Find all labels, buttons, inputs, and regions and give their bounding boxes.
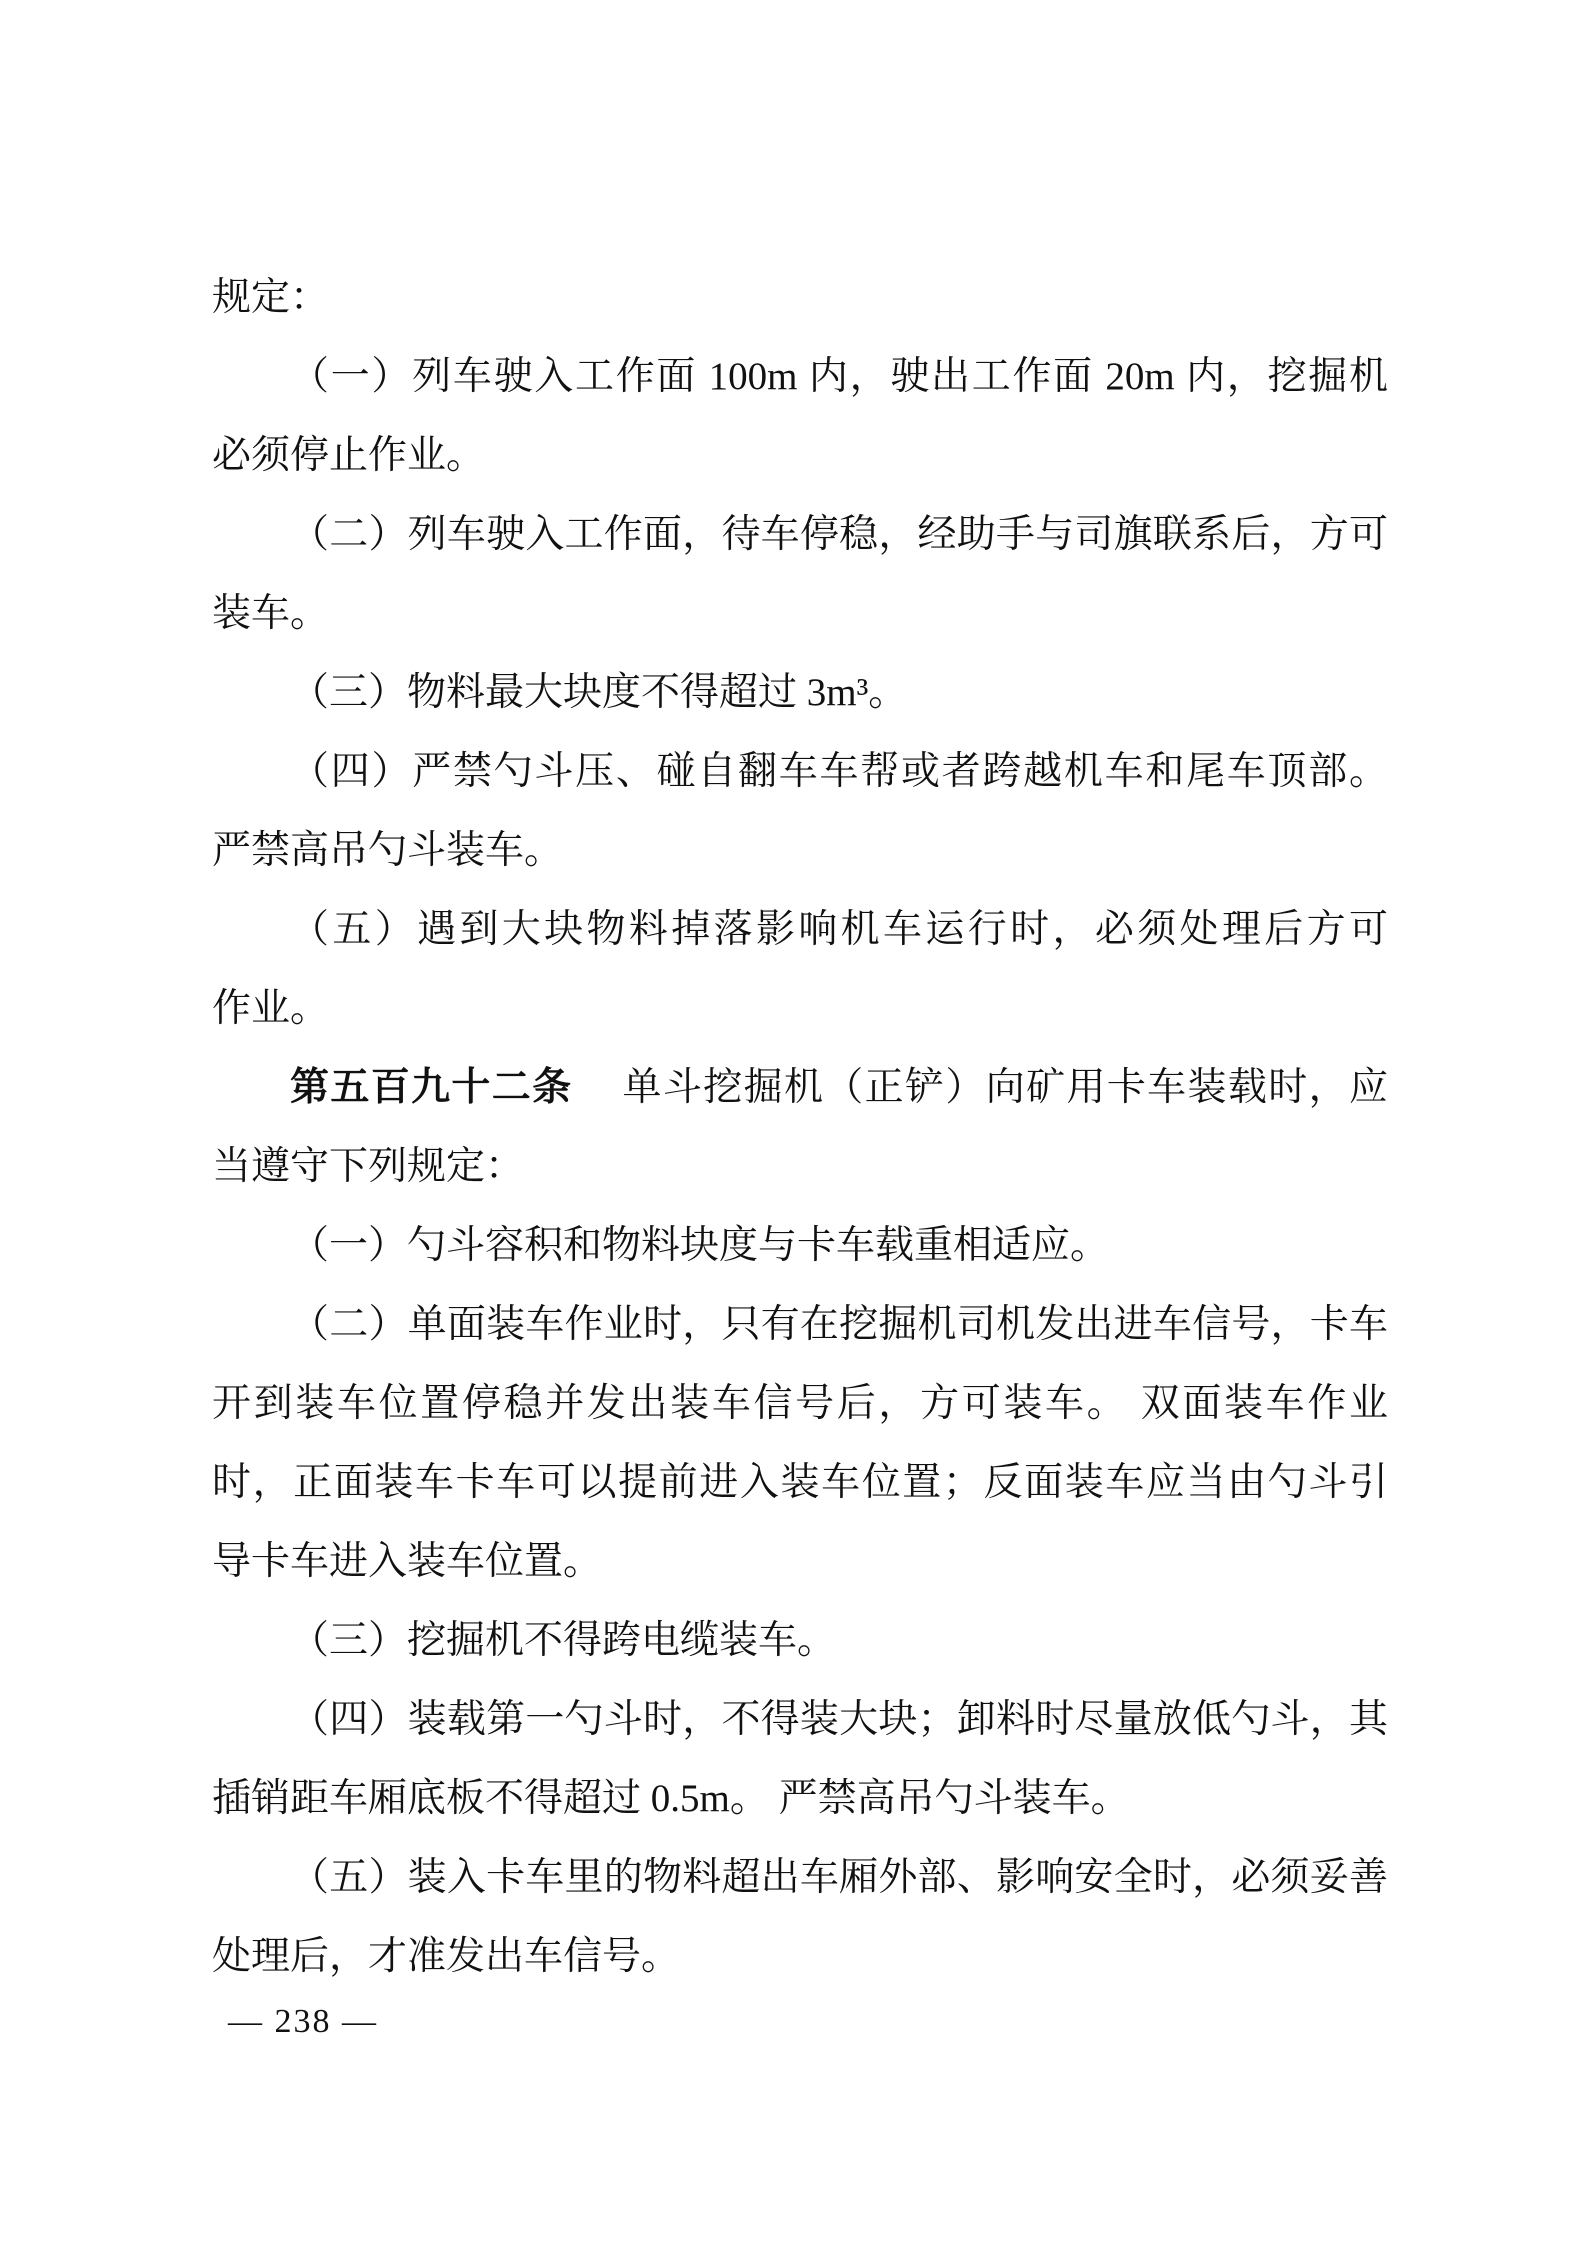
line-text: （三）物料最大块度不得超过 3m³。 <box>290 671 908 714</box>
text-line <box>212 337 1388 416</box>
line-text: 当遵守下列规定： <box>212 1145 525 1188</box>
text-line <box>212 1127 1388 1206</box>
line-text: 时，正面装车卡车可以提前进入装车位置；反面装车应当由勺斗引 <box>212 1461 1388 1504</box>
page-number: — 238 — <box>228 2003 378 2040</box>
line-text: 单斗挖掘机（正铲）向矿用卡车装载时，应 <box>622 1066 1388 1109</box>
text-line <box>212 258 1388 337</box>
line-text: 插销距车厢底板不得超过 0.5m。 严禁高吊勺斗装车。 <box>212 1777 1130 1820</box>
line-text: 开到装车位置停稳并发出装车信号后，方可装车。 双面装车作业 <box>212 1382 1388 1425</box>
text-line <box>212 1917 1388 1996</box>
page-footer <box>228 2000 378 2044</box>
line-text: 装车。 <box>212 592 330 635</box>
text-line <box>212 1364 1388 1443</box>
text-line <box>212 969 1388 1048</box>
line-text: 规定： <box>212 276 330 319</box>
text-line <box>212 495 1388 574</box>
line-text: 必须停止作业。 <box>212 434 486 477</box>
text-line <box>212 1048 1388 1127</box>
text-line <box>212 1759 1388 1838</box>
text-line <box>212 416 1388 495</box>
line-text: （四）装载第一勺斗时，不得装大块；卸料时尽量放低勺斗，其 <box>290 1698 1388 1741</box>
text-line <box>212 653 1388 732</box>
text-line <box>212 1838 1388 1917</box>
line-text: 处理后，才准发出车信号。 <box>212 1935 681 1978</box>
text-line <box>212 732 1388 811</box>
text-line <box>212 1680 1388 1759</box>
line-text: （三）挖掘机不得跨电缆装车。 <box>290 1619 837 1662</box>
text-line <box>212 1206 1388 1285</box>
line-text: （五）装入卡车里的物料超出车厢外部、影响安全时，必须妥善 <box>290 1856 1388 1899</box>
text-line <box>212 1522 1388 1601</box>
text-line <box>212 811 1388 890</box>
line-text: （五）遇到大块物料掉落影响机车运行时，必须处理后方可 <box>290 908 1388 951</box>
line-text: （一）勺斗容积和物料块度与卡车载重相适应。 <box>290 1224 1110 1267</box>
regulation-text <box>212 258 1388 1996</box>
text-line <box>212 574 1388 653</box>
text-line <box>212 1601 1388 1680</box>
line-text: （二）单面装车作业时，只有在挖掘机司机发出进车信号，卡车 <box>290 1303 1388 1346</box>
text-line <box>212 1285 1388 1364</box>
article-number: 第五百九十二条 <box>290 1066 573 1109</box>
line-text: （四）严禁勺斗压、碰自翻车车帮或者跨越机车和尾车顶部。 <box>290 750 1388 793</box>
line-text: 导卡车进入装车位置。 <box>212 1540 603 1583</box>
text-line <box>212 1443 1388 1522</box>
line-text: （二）列车驶入工作面，待车停稳，经助手与司旗联系后，方可 <box>290 513 1388 556</box>
line-text: 作业。 <box>212 987 330 1030</box>
text-line <box>212 890 1388 969</box>
line-text: （一）列车驶入工作面 100m 内，驶出工作面 20m 内，挖掘机 <box>290 355 1388 398</box>
line-text: 严禁高吊勺斗装车。 <box>212 829 564 872</box>
